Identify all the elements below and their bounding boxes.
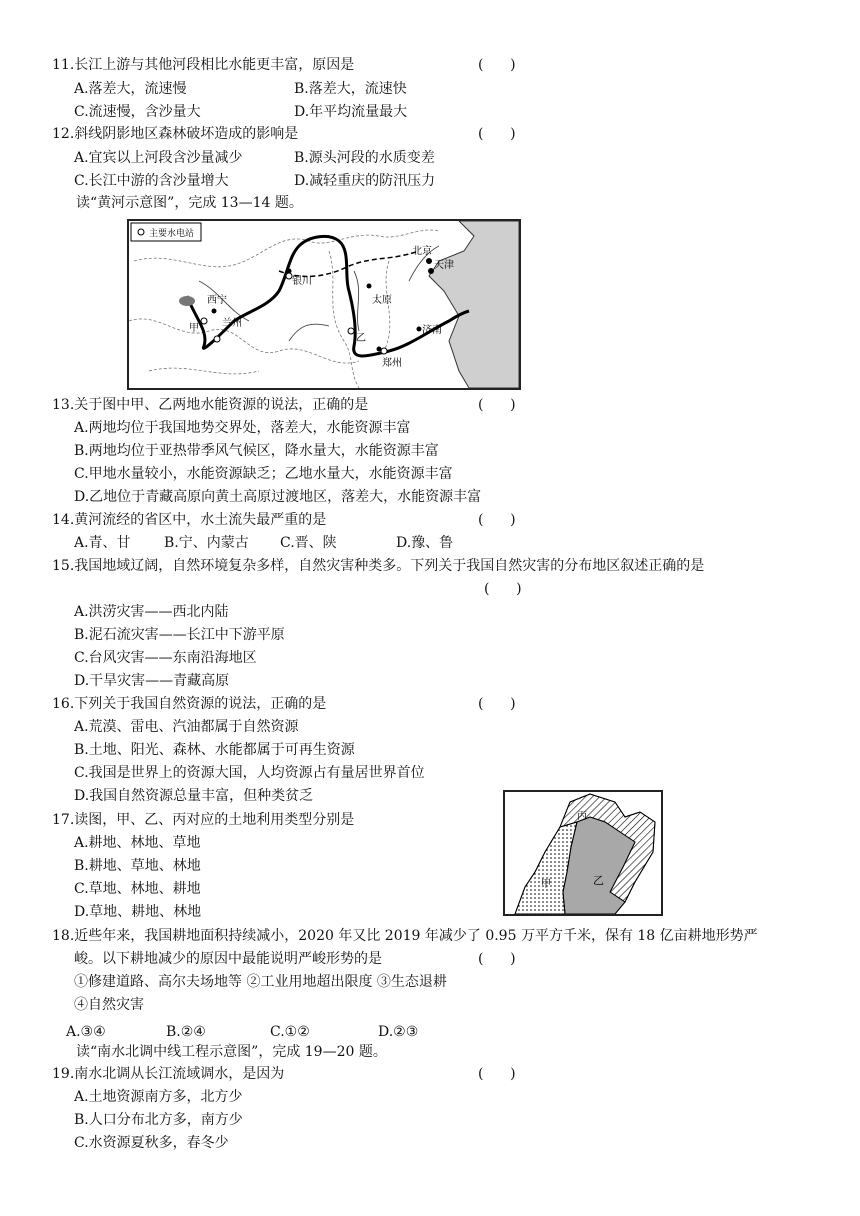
q13-option-d: D.乙地位于青藏高原向黄土高原过渡地区，落差大，水能资源丰富	[74, 489, 482, 505]
land-use-map-graphic	[505, 792, 661, 914]
label-jia: 甲	[189, 323, 199, 334]
q14-stem: 14.黄河流经的省区中，水土流失最严重的是	[52, 512, 327, 528]
q15-option-b: B.泥石流灾害——长江中下游平原	[74, 627, 285, 643]
yellow-river-map	[127, 219, 521, 390]
q13-option-b: B.两地均位于亚热带季风气候区，降水量大，水能资源丰富	[74, 443, 439, 459]
label-xining: 西宁	[207, 295, 227, 306]
label-bing: 丙	[577, 811, 587, 822]
q13-answer-blank[interactable]: ( )	[478, 397, 516, 413]
q11-option-a: A.落差大，流速慢	[74, 81, 187, 97]
q11-option-b: B.落差大，流速快	[294, 81, 407, 97]
hydropower-legend-icon	[138, 229, 144, 235]
hydropower-station-icon	[201, 318, 207, 324]
q18-option-c: C.①②	[270, 1024, 310, 1040]
q17-option-b: B.耕地、草地、林地	[74, 858, 201, 874]
qinghai-lake	[179, 296, 195, 306]
intro-13-14: 读“黄河示意图”，完成 13—14 题。	[76, 195, 303, 211]
q18-answer-blank[interactable]: ( )	[478, 951, 516, 967]
q11-option-d: D.年平均流量最大	[294, 104, 408, 120]
label-jinan: 济南	[422, 325, 442, 336]
q11-stem: 11.长江上游与其他河段相比水能更丰富，原因是	[52, 57, 355, 73]
q19-stem: 19.南水北调从长江流域调水，是因为	[52, 1066, 285, 1082]
label-zhengzhou: 郑州	[382, 358, 402, 369]
q14-option-d: D.豫、鲁	[396, 535, 454, 551]
q18-items-line2: ④自然灾害	[74, 997, 144, 1013]
city-dot-icon	[367, 284, 372, 289]
boundary-line	[149, 368, 259, 374]
q17-option-d: D.草地、耕地、林地	[74, 904, 202, 920]
q12-option-b: B.源头河段的水质变差	[294, 150, 435, 166]
label-tianjin: 天津	[434, 260, 454, 271]
q12-answer-blank[interactable]: ( )	[478, 126, 516, 142]
q16-stem: 16.下列关于我国自然资源的说法，正确的是	[52, 696, 327, 712]
q18-stem-line2: 峻。以下耕地减少的原因中最能说明严峻形势的是	[74, 951, 382, 967]
boundary-line	[129, 319, 359, 363]
q15-option-d: D.干旱灾害——青藏高原	[74, 673, 230, 689]
q19-option-c: C.水资源夏秋多，春冬少	[74, 1135, 229, 1151]
q19-answer-blank[interactable]: ( )	[478, 1066, 516, 1082]
label-jia-map: 甲	[541, 879, 551, 890]
q18-option-d: D.②③	[378, 1024, 419, 1040]
q17-stem: 17.读图，甲、乙、丙对应的土地利用类型分别是	[52, 812, 355, 828]
map-legend-label: 主要水电站	[149, 229, 195, 239]
label-taiyuan: 太原	[372, 295, 392, 306]
q19-option-a: A.土地资源南方多，北方少	[74, 1089, 243, 1105]
q15-option-c: C.台风灾害——东南沿海地区	[74, 650, 257, 666]
q15-option-a: A.洪涝灾害——西北内陆	[74, 604, 229, 620]
q13-option-a: A.两地均位于我国地势交界处，落差大，水能资源丰富	[74, 420, 411, 436]
q17-option-c: C.草地、林地、耕地	[74, 881, 201, 897]
q16-option-b: B.土地、阳光、森林、水能都属于可再生资源	[74, 742, 355, 758]
q16-option-d: D.我国自然资源总量丰富，但种类贫乏	[74, 788, 314, 804]
city-dot-icon	[426, 258, 432, 264]
q16-answer-blank[interactable]: ( )	[478, 696, 516, 712]
q13-stem: 13.关于图中甲、乙两地水能资源的说法，正确的是	[52, 397, 369, 413]
q18-option-b: B.②④	[166, 1024, 206, 1040]
railway-line	[279, 251, 419, 276]
yellow-river-map-graphic	[129, 221, 519, 388]
q14-option-a: A.青、甘	[74, 535, 131, 551]
city-dot-icon	[377, 347, 382, 352]
label-yinchuan: 银川	[292, 276, 312, 287]
label-beijing: 北京	[412, 246, 432, 257]
q14-option-c: C.晋、陕	[280, 535, 337, 551]
label-lanzhou: 兰州	[222, 318, 242, 329]
q12-option-a: A.宜宾以上河段含沙量减少	[74, 150, 243, 166]
city-dot-icon	[212, 309, 217, 314]
q13-option-c: C.甲地水量较小，水能资源缺乏；乙地水量大，水能资源丰富	[74, 466, 453, 482]
land-use-map	[503, 790, 663, 916]
city-dot-icon	[287, 269, 292, 274]
q18-option-a: A.③④	[66, 1024, 106, 1040]
q18-items-line1: ①修建道路、高尔夫场地等 ②工业用地超出限度 ③生态退耕	[74, 974, 447, 990]
hydropower-station-icon	[214, 336, 220, 342]
hydropower-station-icon	[348, 328, 354, 334]
q12-stem: 12.斜线阴影地区森林破坏造成的影响是	[52, 126, 299, 142]
q17-option-a: A.耕地、林地、草地	[74, 835, 201, 851]
q11-option-c: C.流速慢，含沙量大	[74, 104, 201, 120]
q16-option-c: C.我国是世界上的资源大国，人均资源占有量居世界首位	[74, 765, 425, 781]
boundary-line	[384, 261, 390, 351]
q11-answer-blank[interactable]: ( )	[478, 57, 516, 73]
q15-answer-blank[interactable]: ( )	[484, 581, 522, 597]
city-dot-icon	[417, 327, 422, 332]
label-yi-map: 乙	[593, 874, 604, 887]
q19-option-b: B.人口分布北方多，南方少	[74, 1112, 243, 1128]
q16-option-a: A.荒漠、雷电、汽油都属于自然资源	[74, 719, 299, 735]
q14-answer-blank[interactable]: ( )	[478, 512, 516, 528]
label-yi: 乙	[356, 333, 366, 344]
q15-stem: 15.我国地域辽阔，自然环境复杂多样，自然灾害种类多。下列关于我国自然灾害的分布地区叙述正确的是	[52, 558, 705, 574]
q18-stem-line1: 18.近些年来，我国耕地面积持续减小，2020 年又比 2019 年减少了 0.95 万平方千米，保有 18 亿亩耕地形势严	[52, 928, 758, 944]
hydropower-station-icon	[381, 348, 387, 354]
q12-option-d: D.减轻重庆的防汛压力	[294, 173, 436, 189]
q12-option-c: C.长江中游的含沙量增大	[74, 173, 229, 189]
sea-area	[429, 221, 519, 388]
q14-option-b: B.宁、内蒙古	[164, 535, 249, 551]
intro-19-20: 读“南水北调中线工程示意图”，完成 19—20 题。	[76, 1044, 387, 1060]
tributary-river	[289, 324, 329, 341]
